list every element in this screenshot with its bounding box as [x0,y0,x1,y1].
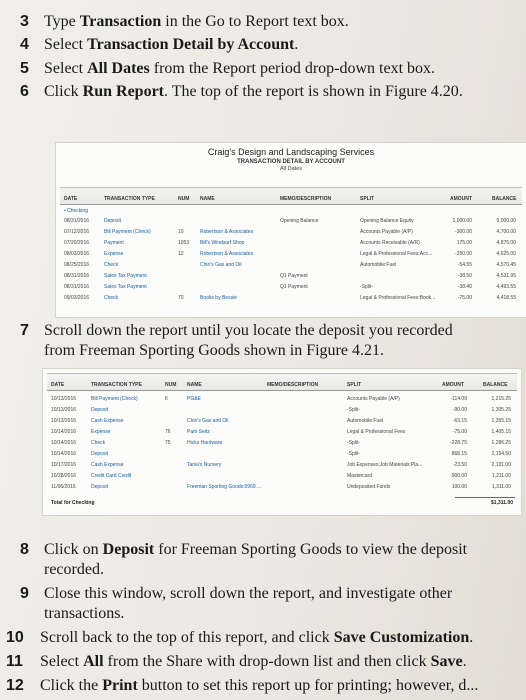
step-11: 11 Select All from the Share with drop-down list and then click Save. [6,653,467,670]
step-8 [20,540,514,580]
cell-split: -Split- [347,407,361,413]
cell-name[interactable]: Tania's Nursery [187,462,222,468]
table-row[interactable] [60,261,522,271]
cell-balance: 1,355.15 [491,418,511,424]
cell-type[interactable]: Expense [91,429,111,435]
step-10 [6,628,514,648]
cell-amount: -300.00 [455,229,472,235]
col-amount[interactable]: AMOUNT [442,382,464,388]
step-3 [20,12,514,32]
cell-date: 10/13/2016 [51,407,77,413]
cell-date: 07/12/2016 [64,229,90,235]
cell-date: 10/13/2016 [51,418,77,424]
cell-type[interactable]: Bill Payment (Check) [104,229,151,235]
cell-amount: -250.00 [455,251,472,257]
report-figure-4-21 [42,368,522,516]
cell-num: 10 [178,229,184,235]
cell-split: -Split- [347,451,361,457]
step-text: Type [44,13,80,30]
cell-memo: Opening Balance [280,218,319,224]
cell-balance: 1,286.25 [491,440,511,446]
cell-amount: -90.00 [452,407,467,413]
cell-split: Opening Balance Equity [360,218,414,224]
cell-type[interactable]: Deposit [91,484,108,490]
cell-num: 76 [165,429,171,435]
cell-memo: Q1 Payment [280,273,308,279]
step-bold: Save [430,653,463,670]
table-row[interactable] [60,239,522,249]
cell-balance: 4,625.00 [496,251,516,257]
step-text: . [469,629,474,646]
cell-balance: 4,875.00 [496,240,516,246]
step-text: Select [44,36,88,53]
step-text: for Freeman Sporting Goods to view the deposit recorded. [44,541,468,578]
table-row[interactable] [60,250,522,260]
cell-type[interactable]: Cash Expense [91,462,124,468]
cell-num: 12 [178,251,184,257]
step-5 [20,59,514,79]
cell-type[interactable]: Sales Tax Payment [104,284,147,290]
cell-balance: 2,131.00 [491,462,511,468]
step-text: Scroll back to the top of this report, and click [40,629,334,646]
cell-amount: 100.00 [451,484,467,490]
cell-type[interactable]: Bill Payment (Check) [91,396,138,402]
step-bold: Save Customization [333,629,470,646]
table-row[interactable] [60,294,522,304]
step-text: Select [40,653,84,670]
cell-split: Accounts Payable (A/P) [347,396,400,402]
table-row[interactable] [60,228,522,238]
cell-name[interactable]: Freeman Sporting Goods:0969 ... [187,484,262,490]
cell-date: 11/06/2016 [51,484,76,490]
cell-split: Accounts Receivable (A/R) [360,240,420,246]
cell-date: 07/20/2016 [64,240,90,246]
cell-date: 08/31/2016 [64,273,90,279]
step-number: 9 [20,585,29,602]
cell-name[interactable]: Robertson & Associates [200,251,254,257]
account-row [60,207,522,217]
cell-amount: 1,000.00 [452,218,472,224]
cell-date: 09/03/2016 [64,295,90,301]
table-row[interactable] [47,417,517,427]
cell-type[interactable]: Deposit [104,218,121,224]
col-type[interactable]: TRANSACTION TYPE [91,382,142,388]
cell-memo: Q1 Payment [280,284,308,290]
step-text: Click on [44,541,103,558]
cell-split: Accounts Payable (A/P) [360,229,413,235]
step-bold: Transaction Detail by Account [87,36,295,53]
cell-type[interactable]: Check [104,262,119,268]
cell-balance: 5,000.00 [496,218,516,224]
cell-split: -Split- [360,284,374,290]
step-text: Select [44,60,88,77]
cell-name[interactable]: Bill's Windsurf Shop [200,240,245,246]
cell-amount: -114.09 [450,396,467,402]
table-row[interactable] [47,483,517,493]
cell-name[interactable]: Hicks Hardware [187,440,223,446]
cell-balance: 2,154.50 [491,451,511,457]
col-name[interactable]: NAME [200,196,215,202]
step-number: 10 [6,629,24,646]
step-text: button to set this report up for printing; however, d... [137,677,479,694]
cell-amount: -75.00 [452,429,467,435]
cell-balance: 4,418.55 [496,295,516,301]
table-row[interactable] [47,428,517,438]
step-bold: Deposit [102,541,155,558]
step-7 [20,321,514,361]
cell-amount: -228.75 [450,440,467,446]
cell-name[interactable]: Books by Bessie [200,295,237,301]
report-dates: All Dates [279,166,302,172]
col-type[interactable]: TRANSACTION TYPE [104,196,155,202]
cell-type[interactable]: Cash Expense [91,418,124,424]
col-date[interactable]: DATE [64,196,78,202]
table-row[interactable] [60,217,522,227]
step-6 [20,82,514,102]
cell-date: 10/14/2016 [51,429,77,435]
col-num[interactable]: NUM [165,382,177,388]
cell-date: 10/14/2016 [51,451,77,457]
cell-amount: 175.00 [456,240,472,246]
col-date[interactable]: DATE [51,382,65,388]
cell-balance: 1,305.25 [491,407,511,413]
col-name[interactable]: NAME [187,382,202,388]
report-title: TRANSACTION DETAIL BY ACCOUNT [237,159,345,165]
col-memo[interactable]: MEMO/DESCRIPTION [280,196,332,202]
cell-balance: 1,211.00 [491,473,511,479]
total-row [47,499,517,509]
step-text: Close this window, scroll down the report, and investigate other transactions. [44,585,453,622]
cell-type[interactable]: Deposit [91,407,108,413]
step-number: 8 [20,541,29,558]
cell-date: 08/31/2016 [64,284,90,290]
step-text: in the Go to Report text box. [161,13,349,30]
cell-balance: 4,493.55 [496,284,516,290]
cell-balance: 1,215.25 [491,396,511,402]
cell-name[interactable]: Chin's Gas and Oil [200,262,242,268]
cell-num: 75 [165,440,171,446]
report-company: Craig's Design and Landscaping Services [207,147,375,157]
cell-type[interactable]: Check [91,440,106,446]
step-bold: All Dates [87,60,150,77]
cell-name[interactable]: Robertson & Associates [200,229,254,235]
step-9 [20,584,514,624]
step-number: 3 [20,13,29,30]
cell-split: Undeposited Funds [347,484,391,490]
step-bold: Transaction [79,13,162,30]
cell-split: Mastercard [347,473,373,479]
cell-amount: -38.50 [457,273,472,279]
cell-amount: -75.00 [457,295,472,301]
step-number: 12 [6,677,24,694]
cell-name[interactable]: Pam Seitz [187,429,210,435]
step-number: 7 [20,322,29,339]
step-text: Click the [40,677,103,694]
step-number: 6 [20,83,29,100]
step-text: . The top of the report is shown in Figure 4.20. [164,83,463,100]
col-num[interactable]: NUM [178,196,190,202]
cell-amount: -63.15 [452,418,467,424]
cell-type[interactable]: Payment [104,240,124,246]
report-header-row [47,373,517,391]
cell-balance: 4,531.95 [496,273,516,279]
cell-type[interactable]: Deposit [91,451,108,457]
cell-split: Legal & Professional Fees [347,429,406,435]
step-number: 5 [20,60,29,77]
table-row[interactable] [47,406,517,416]
step-bold: Run Report [82,83,165,100]
cell-amount: -38.40 [457,284,472,290]
cell-date: 10/28/2016 [51,473,77,479]
col-amount[interactable]: AMOUNT [450,196,472,202]
table-row[interactable] [47,461,517,471]
step-text: Scroll down the report until you locate the deposit you recorded from Freeman Sporting Goods shown in Figure 4.21. [44,322,453,359]
total-label: Total for Checking [51,500,95,506]
cell-split: Automobile:Fuel [360,262,397,268]
table-row[interactable] [60,283,522,293]
cell-balance: 4,700.00 [496,229,516,235]
cell-split: Legal & Professional Fees:Acc... [360,251,433,257]
table-row[interactable] [47,472,517,482]
cell-split: -Split- [347,440,361,446]
col-split[interactable]: SPLIT [347,382,362,388]
total-rule [455,497,515,498]
cell-date: 08/25/2016 [64,262,90,268]
cell-type[interactable]: Check [104,295,119,301]
step-text: from the Report period drop-down text box. [149,60,436,77]
cell-amount: 868.15 [451,451,467,457]
step-12 [6,676,514,696]
step-text: Click [44,83,83,100]
cell-balance: 1,405.15 [491,429,511,435]
col-memo[interactable]: MEMO/DESCRIPTION [267,382,319,388]
step-number: 11 [6,653,23,670]
cell-amount: 900.00 [451,473,467,479]
step-text: from the Share with drop-down list and then click [103,653,431,670]
cell-date: 10/17/2016 [51,462,77,468]
table-row[interactable] [47,395,517,405]
cell-num: 6 [165,396,168,402]
step-bold: All [83,653,104,670]
cell-split: Legal & Professional Fees:Book... [360,295,436,301]
report-figure-4-20 [55,142,526,318]
cell-name[interactable]: PG&E [187,396,201,402]
step-number: 4 [20,36,29,53]
cell-balance: 1,311.00 [491,484,511,490]
table-row[interactable] [60,272,522,282]
step-bold: Print [102,677,138,694]
cell-balance: 4,570.45 [496,262,516,268]
cell-type[interactable]: Credit Card Credit [91,473,132,479]
cell-split: Job Expenses:Job Materials:Pla... [347,462,423,468]
cell-date: 10/14/2016 [51,440,77,446]
report-header-row [60,187,522,205]
cell-amount: -54.55 [457,262,472,268]
step-4 [20,35,514,55]
cell-date: 08/03/2016 [64,251,90,257]
col-split[interactable]: SPLIT [360,196,375,202]
table-row[interactable] [47,439,517,449]
col-balance[interactable]: BALANCE [483,382,508,388]
account-label[interactable]: • Checking [64,208,88,214]
col-balance[interactable]: BALANCE [492,196,517,202]
cell-date: 10/13/2016 [51,396,77,402]
cell-amount: -23.50 [452,462,467,468]
total-value: $1,311.00 [491,500,513,506]
cell-date: 08/31/2016 [64,218,90,224]
cell-split: Automobile:Fuel [347,418,384,424]
cell-name[interactable]: Chin's Gas and Oil [187,418,229,424]
cell-type[interactable]: Expense [104,251,124,257]
table-row[interactable] [47,450,517,460]
step-text: . [294,36,299,53]
cell-num: 1053 [178,240,190,246]
cell-num: 70 [178,295,184,301]
cell-type[interactable]: Sales Tax Payment [104,273,147,279]
